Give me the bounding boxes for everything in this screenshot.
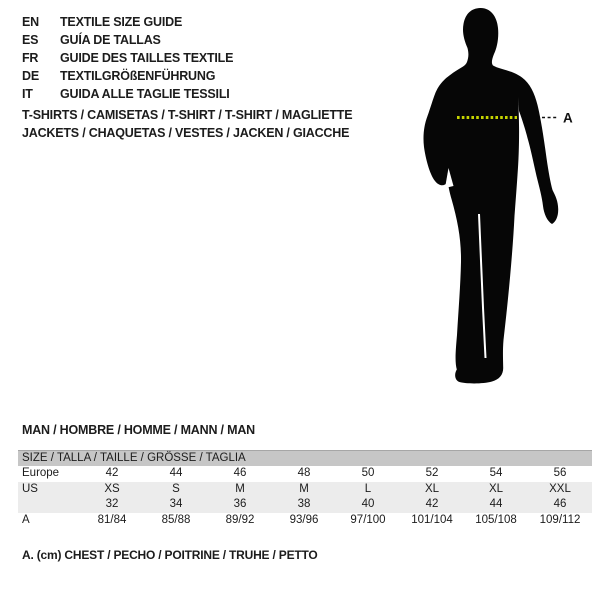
size-value-cell: 85/88 [161, 513, 191, 526]
language-code: EN [22, 15, 39, 29]
size-value-cell: XS [104, 482, 120, 495]
size-value-cell: 36 [233, 498, 247, 510]
size-value-cell: XL [488, 482, 504, 495]
language-list [22, 13, 233, 103]
size-value-cell: 32 [105, 498, 119, 510]
size-value-cell: L [364, 482, 372, 495]
language-title: TEXTILE SIZE GUIDE [60, 15, 183, 29]
row-label: A [22, 513, 30, 526]
size-value-cell: 42 [425, 498, 439, 510]
section-title-man: MAN / HOMBRE / HOMME / MANN / MAN [22, 423, 255, 437]
measurement-label-a: A [563, 110, 573, 126]
size-value-cell: 50 [361, 467, 375, 479]
row-label: US [22, 482, 38, 495]
size-value-cell: 48 [297, 467, 311, 479]
language-row [22, 31, 233, 49]
size-value-cell: 44 [169, 467, 183, 479]
language-row [22, 13, 233, 31]
language-code: IT [22, 87, 33, 101]
size-value-cell: 42 [105, 467, 119, 479]
size-value-cell: 44 [489, 498, 503, 510]
size-value-cell: 93/96 [289, 513, 319, 526]
language-title: GUIDE DES TAILLES TEXTILE [60, 51, 234, 65]
category-tshirts: T-SHIRTS / CAMISETAS / T-SHIRT / T-SHIRT / MAGLIETTE [22, 108, 353, 122]
table-row [18, 497, 592, 513]
size-value-cell: 40 [361, 498, 375, 510]
language-row [22, 49, 233, 67]
size-value-cell: 81/84 [97, 513, 127, 526]
size-value-cell: 105/108 [475, 513, 517, 526]
language-row [22, 85, 233, 103]
size-value-cell: 46 [233, 467, 247, 479]
table-row [18, 482, 592, 498]
measurement-footnote: A. (cm) CHEST / PECHO / POITRINE / TRUHE / PETTO [22, 548, 318, 562]
size-value-cell: 54 [489, 467, 503, 479]
size-table [18, 450, 592, 528]
size-value-cell: XL [424, 482, 440, 495]
size-value-cell: S [172, 482, 180, 495]
size-table-body [18, 466, 592, 528]
size-value-cell: 89/92 [225, 513, 255, 526]
size-value-cell: 38 [297, 498, 311, 510]
language-title: TEXTILGRÖßENFÜHRUNG [60, 69, 216, 83]
language-row [22, 67, 233, 85]
category-jackets: JACKETS / CHAQUETAS / VESTES / JACKEN / GIACCHE [22, 126, 350, 140]
man-silhouette [395, 0, 600, 400]
size-value-cell: 97/100 [350, 513, 386, 526]
table-row [18, 466, 592, 482]
language-title: GUÍA DE TALLAS [60, 33, 161, 47]
size-value-cell: 101/104 [411, 513, 453, 526]
size-value-cell: 109/112 [539, 513, 581, 526]
size-value-cell: M [299, 482, 309, 495]
man-body-shape [423, 8, 558, 383]
row-label: Europe [22, 467, 60, 479]
language-code: FR [22, 51, 39, 65]
size-value-cell: 46 [553, 498, 567, 510]
language-title: GUIDA ALLE TAGLIE TESSILI [60, 87, 230, 101]
garment-categories [22, 106, 352, 142]
size-value-cell: M [235, 482, 245, 495]
size-table-header: SIZE / TALLA / TAILLE / GRÖSSE / TAGLIA [18, 450, 592, 466]
language-code: DE [22, 69, 39, 83]
size-value-cell: 52 [425, 467, 439, 479]
size-value-cell: 56 [553, 467, 567, 479]
table-row [18, 513, 592, 529]
size-value-cell: 34 [169, 498, 183, 510]
size-value-cell: XXL [549, 482, 571, 495]
language-code: ES [22, 33, 39, 47]
row-label [18, 497, 80, 513]
